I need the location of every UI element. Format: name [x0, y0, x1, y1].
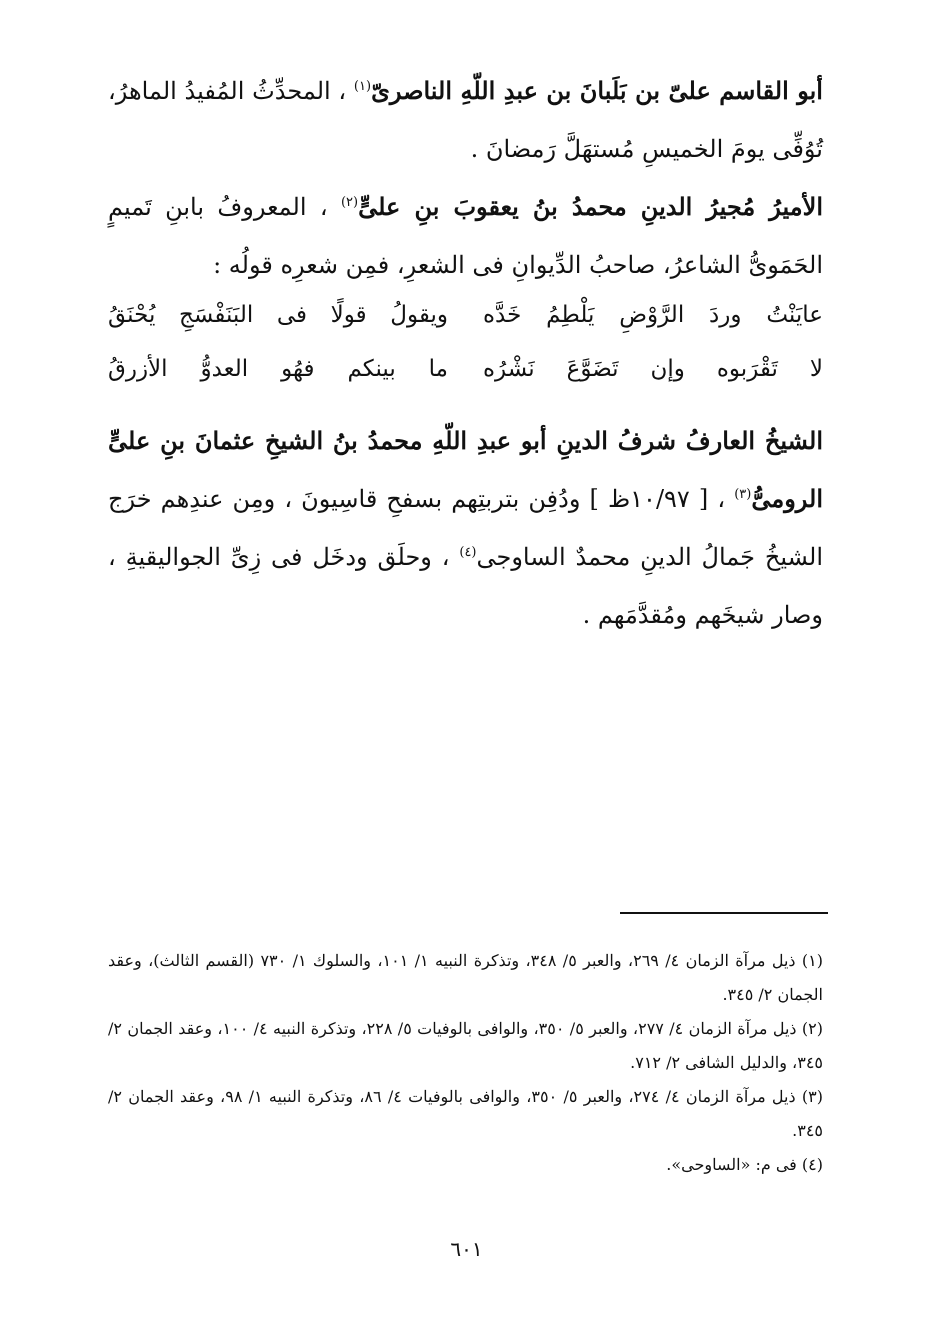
entry-2-text: ، المعروفُ بابنِ تَميمٍ الحَمَوىُّ الشاعرُ، صاحبُ الدِّيوانِ فى الشعرِ، فمِن شعرِه قولُه :	[108, 193, 823, 279]
entry-paragraph-3	[108, 412, 823, 644]
verse-2-second-hemistich: ما بينكم فهُو العدوُّ الأزرقُ	[108, 356, 448, 382]
verse-1-second-hemistich: ويقولُ قولًا فى البَنَفْسَجِ يُحْنَقُ	[108, 302, 448, 328]
poem-verse-2	[108, 356, 823, 408]
footnote-4: (٤) فى م: «الساوحى».	[666, 1155, 823, 1174]
poem-verse-1	[108, 302, 823, 354]
entry-3-text-a: ، [ ١٠/٩٧ظ ] ودُفِن بتربتِهم بسفحِ قاسِيونَ ، ومِن عندِهم خرَج الشيخُ جَمالُ الدينِ محمدٌ الساوجى	[108, 485, 823, 571]
entry-1-text: ، المحدِّثُ المُفيدُ الماهرُ، تُوُفِّى يومَ الخميسِ مُستهَلَّ رَمضانَ .	[108, 77, 823, 163]
footnote-1: (١) ذيل مرآة الزمان ٤/ ٢٦٩، والعبر ٥/ ٣٤٨، وتذكرة النبيه ١/ ١٠١، والسلوك ١/ ٧٣٠ (القسم الثالث)، وعقد الجمان ٢/ ٣٤٥.	[108, 951, 823, 1004]
entry-1-name: أبو القاسم علىّ بن بَلَبانَ بن عبدِ اللّهِ الناصرىّ	[371, 76, 823, 105]
page-number: ٦٠١	[450, 1237, 483, 1261]
verse-2-first-hemistich: لا تَقْرَبوه وإن تَضَوَّعَ نَشْرُه	[483, 356, 823, 382]
footnotes	[108, 944, 823, 1182]
verse-1-first-hemistich: عايَنْتُ وردَ الرَّوْضِ يَلْطِمُ خَدَّه	[483, 302, 823, 328]
entry-paragraph-1	[108, 62, 823, 178]
footnote-separator	[620, 912, 828, 914]
entry-3-text-b: ، وحلَق ودخَل فى زِىِّ الجواليقيةِ ، وصار شيخَهم ومُقدَّمَهم .	[108, 543, 823, 629]
entry-3-name: الشيخُ العارفُ شرفُ الدينِ أبو عبدِ اللّهِ محمدُ بنُ الشيخِ عثمانَ بنِ علىٍّ الرومىُّ	[108, 426, 823, 513]
footnote-ref-1: (١)	[353, 79, 372, 94]
entry-2-name: الأميرُ مُجيرُ الدينِ محمدُ بنُ يعقوبَ بنِ علىٍّ	[358, 192, 823, 221]
footnote-ref-3: (٣)	[734, 487, 752, 502]
footnote-2: (٢) ذيل مرآة الزمان ٤/ ٢٧٧، والعبر ٥/ ٣٥٠، والوافى بالوفيات ٥/ ٢٢٨، وتذكرة النبيه ٤/ ١٠٠، وعقد الجمان ٢/ ٣٤٥، والدليل الشافى ٢/ ٧١٢.	[108, 1019, 823, 1072]
footnote-3: (٣) ذيل مرآة الزمان ٤/ ٢٧٤، والعبر ٥/ ٣٥٠، والوافى بالوفيات ٤/ ٨٦، وتذكرة النبيه ١/ ٩٨، وعقد الجمان ٢/ ٣٤٥.	[108, 1087, 823, 1140]
footnote-ref-4: (٤)	[459, 545, 477, 560]
footnote-ref-2: (٢)	[340, 195, 359, 210]
entry-paragraph-2	[108, 178, 823, 294]
